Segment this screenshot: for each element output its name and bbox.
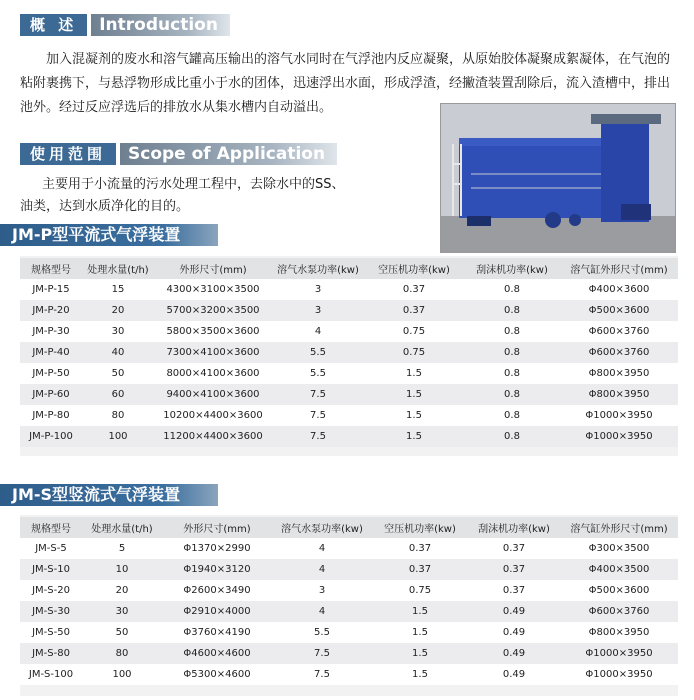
table-cell: 0.37 xyxy=(502,585,526,596)
table-cell: 40 xyxy=(111,347,125,358)
table-cell: JM-P-60 xyxy=(32,389,70,400)
table-cell: 80 xyxy=(111,410,125,421)
table-cell: JM-P-80 xyxy=(32,410,70,421)
table-cell: 20 xyxy=(115,585,129,596)
table-cell: JM-S-30 xyxy=(32,606,70,617)
table-cell: 0.8 xyxy=(504,431,520,442)
table-cell: 100 xyxy=(112,669,132,680)
table-cell: 0.8 xyxy=(504,347,520,358)
table-cell: 5.5 xyxy=(310,347,326,358)
table-cell: 60 xyxy=(111,389,125,400)
table-cell: 10 xyxy=(115,564,129,575)
table-row xyxy=(20,426,678,447)
table-cell: 7.5 xyxy=(314,669,330,680)
table-cell: Φ600×3760 xyxy=(588,347,650,358)
table-cell: Φ400×3500 xyxy=(588,564,650,575)
table-cell: 1.5 xyxy=(406,410,422,421)
scope-paragraph: 主要用于小流量的污水处理工程中，去除水中的SS、油类，达到水质净化的目的。 xyxy=(20,177,345,214)
table-row xyxy=(20,405,678,426)
table-cell: 7.5 xyxy=(310,389,326,400)
table-cell: 0.75 xyxy=(402,347,426,358)
table-row xyxy=(20,580,678,601)
table-row xyxy=(20,601,678,622)
table-cell: 5 xyxy=(118,543,126,554)
table-cell: JM-P-15 xyxy=(32,284,70,295)
table-cell: Φ2910×4000 xyxy=(183,606,251,617)
column-header: 外形尺寸(mm) xyxy=(183,524,251,535)
table-cell: Φ1370×2990 xyxy=(183,543,251,554)
table-row xyxy=(20,384,678,405)
table-cell: Φ800×3950 xyxy=(588,627,650,638)
table-cell: 20 xyxy=(111,305,125,316)
table-cell: 4 xyxy=(318,606,326,617)
column-header: 规格型号 xyxy=(31,524,71,535)
table-row xyxy=(20,559,678,580)
table-cell: 30 xyxy=(111,326,125,337)
table-cell: JM-P-30 xyxy=(32,326,70,337)
table-row xyxy=(20,538,678,559)
table-cell: Φ400×3600 xyxy=(588,284,650,295)
introduction-cn-label: 概 述 xyxy=(20,14,87,36)
scope-cn-label: 使用范围 xyxy=(20,143,116,165)
table-cell: 4 xyxy=(314,326,322,337)
table-cell: Φ4600×4600 xyxy=(183,648,251,659)
table-row xyxy=(20,279,678,300)
equipment-photo xyxy=(440,103,676,253)
table-cell: 3 xyxy=(318,585,326,596)
table-cell: 8000×4100×3600 xyxy=(166,368,260,379)
table-cell: 100 xyxy=(108,431,128,442)
table-cell: JM-S-80 xyxy=(32,648,70,659)
table-row xyxy=(20,643,678,664)
table-cell: JM-P-50 xyxy=(32,368,70,379)
jm-p-spec-table xyxy=(20,258,678,447)
table-cell: 0.8 xyxy=(504,368,520,379)
table-cell: 0.8 xyxy=(504,410,520,421)
column-header: 溶气水泵功率(kw) xyxy=(281,524,363,535)
table-cell: JM-S-5 xyxy=(35,543,67,554)
table-cell: JM-S-50 xyxy=(32,627,70,638)
table-cell: Φ500×3600 xyxy=(588,585,650,596)
table-cell: 0.8 xyxy=(504,326,520,337)
table-cell: 0.37 xyxy=(502,543,526,554)
scope-header xyxy=(20,143,337,165)
column-header: 刮沫机功率(kw) xyxy=(478,524,550,535)
table-cell: 0.75 xyxy=(408,585,432,596)
table-cell: 4 xyxy=(318,543,326,554)
table-cell: 0.37 xyxy=(402,284,426,295)
table-cell: JM-P-100 xyxy=(29,431,73,442)
table-cell: Φ300×3500 xyxy=(588,543,650,554)
table-cell: 1.5 xyxy=(406,431,422,442)
table-cell: 0.37 xyxy=(408,543,432,554)
table-row xyxy=(20,321,678,342)
table-cell: Φ600×3760 xyxy=(588,326,650,337)
table-cell: Φ600×3760 xyxy=(588,606,650,617)
table-cell: 5.5 xyxy=(310,368,326,379)
table-cell: Φ1000×3950 xyxy=(585,669,653,680)
table-cell: 50 xyxy=(115,627,129,638)
table-cell: Φ1000×3950 xyxy=(585,410,653,421)
introduction-en-label: Introduction xyxy=(91,14,230,36)
column-header: 溶气缸外形尺寸(mm) xyxy=(570,524,668,535)
table-cell: 0.49 xyxy=(502,648,526,659)
column-header: 规格型号 xyxy=(31,265,71,276)
table-row xyxy=(20,342,678,363)
table-cell: 5.5 xyxy=(314,627,330,638)
table-cell: JM-S-100 xyxy=(28,669,74,680)
table-cell: 0.37 xyxy=(502,564,526,575)
jm-s-title-banner xyxy=(0,484,218,506)
table-cell: JM-P-40 xyxy=(32,347,70,358)
table-cell: Φ800×3950 xyxy=(588,389,650,400)
table-cell: 5700×3200×3500 xyxy=(166,305,260,316)
table-cell: 15 xyxy=(111,284,125,295)
table-cell: 1.5 xyxy=(412,669,428,680)
table-row xyxy=(20,363,678,384)
table-cell: 4300×3100×3500 xyxy=(166,284,260,295)
table-cell: 3 xyxy=(314,284,322,295)
table-cell: 5800×3500×3600 xyxy=(166,326,260,337)
table-cell: 11200×4400×3600 xyxy=(163,431,263,442)
table-cell: Φ2600×3490 xyxy=(183,585,251,596)
jm-s-header-row xyxy=(20,517,678,538)
column-header: 空压机功率(kw) xyxy=(378,265,450,276)
jm-p-header-row xyxy=(20,258,678,279)
column-header: 刮沫机功率(kw) xyxy=(476,265,548,276)
jm-s-title: JM-S型竖流式气浮装置 xyxy=(0,484,218,506)
table-cell: 9400×4100×3600 xyxy=(166,389,260,400)
jm-s-spec-table xyxy=(20,517,678,685)
table-cell: 0.8 xyxy=(504,389,520,400)
introduction-header xyxy=(20,14,230,36)
table-cell: 7300×4100×3600 xyxy=(166,347,260,358)
column-header: 外形尺寸(mm) xyxy=(179,265,247,276)
column-header: 溶气水泵功率(kw) xyxy=(277,265,359,276)
table-cell: 3 xyxy=(314,305,322,316)
table-cell: Φ1940×3120 xyxy=(183,564,251,575)
table-cell: JM-S-20 xyxy=(32,585,70,596)
table-cell: 1.5 xyxy=(406,368,422,379)
table-cell: 7.5 xyxy=(310,410,326,421)
table-cell: 1.5 xyxy=(412,606,428,617)
column-header: 处理水量(t/h) xyxy=(87,265,149,276)
table-cell: 0.37 xyxy=(402,305,426,316)
table-cell: Φ5300×4600 xyxy=(183,669,251,680)
table-cell: JM-S-10 xyxy=(32,564,70,575)
table-cell: Φ800×3950 xyxy=(588,368,650,379)
table-cell: 1.5 xyxy=(406,389,422,400)
table-cell: Φ1000×3950 xyxy=(585,648,653,659)
table-cell: Φ3760×4190 xyxy=(183,627,251,638)
table-cell: 7.5 xyxy=(310,431,326,442)
table-cell: 0.37 xyxy=(408,564,432,575)
table-cell: 4 xyxy=(318,564,326,575)
table-cell: 0.49 xyxy=(502,606,526,617)
table-row xyxy=(20,622,678,643)
table-cell: 10200×4400×3600 xyxy=(163,410,263,421)
column-header: 处理水量(t/h) xyxy=(91,524,153,535)
flotation-unit-illustration xyxy=(441,104,675,252)
column-header: 空压机功率(kw) xyxy=(384,524,456,535)
table-cell: 0.8 xyxy=(504,305,520,316)
table-cell: Φ500×3600 xyxy=(588,305,650,316)
table-cell: Φ1000×3950 xyxy=(585,431,653,442)
jm-p-title-banner xyxy=(0,224,218,246)
table-cell: 1.5 xyxy=(412,648,428,659)
table-row xyxy=(20,664,678,685)
table-cell: 0.75 xyxy=(402,326,426,337)
scope-en-label: Scope of Application xyxy=(120,143,337,165)
table-cell: 0.49 xyxy=(502,669,526,680)
table-row xyxy=(20,300,678,321)
jm-p-title: JM-P型平流式气浮装置 xyxy=(0,224,218,246)
table-cell: 0.49 xyxy=(502,627,526,638)
table-cell: 30 xyxy=(115,606,129,617)
introduction-paragraph: 加入混凝剂的废水和溶气罐高压输出的溶气水同时在气浮池内反应凝聚，从原始胶体凝聚成絮凝体，在气泡的粘附裹携下，与悬浮物形成比重小于水的团体，迅速浮出水面，形成浮渣，经撇渣装置刮除后，流入渣槽中，排出池外。经过反应浮选后的排放水从集水槽内自动溢出。 xyxy=(20,52,671,115)
table-cell: 0.8 xyxy=(504,284,520,295)
table-cell: 1.5 xyxy=(412,627,428,638)
table-cell: 7.5 xyxy=(314,648,330,659)
column-header: 溶气缸外形尺寸(mm) xyxy=(570,265,668,276)
table-cell: 50 xyxy=(111,368,125,379)
table-cell: JM-P-20 xyxy=(32,305,70,316)
table-cell: 80 xyxy=(115,648,129,659)
